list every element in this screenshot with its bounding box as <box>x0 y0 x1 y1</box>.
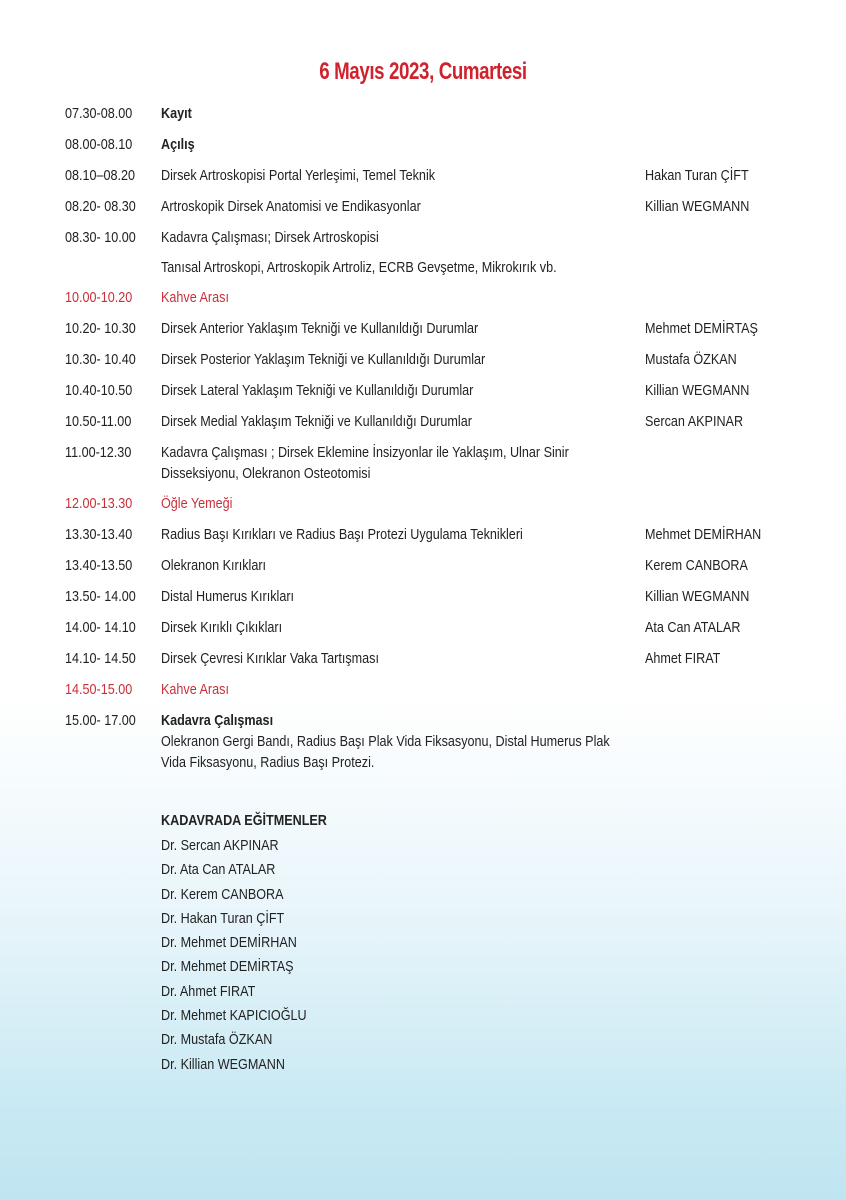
schedule-row <box>65 196 825 218</box>
activity-title: Radius Başı Kırıkları ve Radius Başı Protezi Uygulama Teknikleri <box>161 526 523 543</box>
time-slot: 08.10–08.20 <box>65 167 136 184</box>
trainer-name: Dr. Mehmet DEMİRTAŞ <box>161 958 294 976</box>
schedule-row <box>65 648 825 670</box>
schedule-row <box>65 411 825 433</box>
activity-title: Dirsek Posterior Yaklaşım Tekniği ve Kullanıldığı Durumlar <box>161 351 486 368</box>
time-slot: 10.50-11.00 <box>65 413 132 430</box>
activity-title: Distal Humerus Kırıkları <box>161 588 295 605</box>
activity-title: Dirsek Anterior Yaklaşım Tekniği ve Kullanıldığı Durumlar <box>161 320 479 337</box>
activity-title: Dirsek Çevresi Kırıklar Vaka Tartışması <box>161 650 379 667</box>
trainers-section <box>161 810 359 1077</box>
time-slot: 11.00-12.30 <box>65 444 132 461</box>
trainer-name: Dr. Kerem CANBORA <box>161 885 284 903</box>
trainers-heading: KADAVRADA EĞİTMENLER <box>161 812 327 829</box>
schedule-list <box>65 103 825 782</box>
schedule-row <box>65 227 825 278</box>
activity-title: Kayıt <box>161 105 192 122</box>
activity-title: Dirsek Medial Yaklaşım Tekniği ve Kullanıldığı Durumlar <box>161 413 472 430</box>
speaker-name: Mehmet DEMİRTAŞ <box>645 320 758 337</box>
activity-title: Dirsek Artroskopisi Portal Yerleşimi, Temel Teknik <box>161 167 436 184</box>
trainer-name: Dr. Mehmet DEMİRHAN <box>161 934 297 952</box>
schedule-row <box>65 103 825 125</box>
schedule-row <box>65 524 825 546</box>
time-slot: 10.20- 10.30 <box>65 320 136 337</box>
time-slot: 14.00- 14.10 <box>65 619 136 636</box>
activity-title: Kadavra Çalışması; Dirsek Artroskopisi <box>161 229 379 246</box>
speaker-name: Kerem CANBORA <box>645 557 748 574</box>
trainer-name: Dr. Mustafa ÖZKAN <box>161 1031 273 1049</box>
schedule-row <box>65 134 825 156</box>
time-slot: 14.50-15.00 <box>65 681 133 698</box>
activity-title: Dirsek Kırıklı Çıkıkları <box>161 619 283 636</box>
schedule-row <box>65 165 825 187</box>
trainer-name: Dr. Mehmet KAPICIOĞLU <box>161 1007 307 1025</box>
schedule-row <box>65 349 825 371</box>
activity-title: Dirsek Lateral Yaklaşım Tekniği ve Kullanıldığı Durumlar <box>161 382 474 399</box>
time-slot: 14.10- 14.50 <box>65 650 136 667</box>
activity-detail: Olekranon Gergi Bandı, Radius Başı Plak Vida Fiksasyonu, Distal Humerus Plak Vida Fiksasyonu, Radius Başı Protezi. <box>161 733 610 771</box>
activity-title: Kahve Arası <box>161 681 229 698</box>
speaker-name: Ahmet FIRAT <box>645 650 721 667</box>
trainer-name: Dr. Hakan Turan ÇİFT <box>161 909 285 927</box>
activity-title: Kahve Arası <box>161 289 229 306</box>
speaker-name: Mustafa ÖZKAN <box>645 351 737 368</box>
time-slot: 08.30- 10.00 <box>65 229 136 246</box>
speaker-name: Killian WEGMANN <box>645 198 750 215</box>
schedule-row <box>65 555 825 577</box>
speaker-name: Sercan AKPINAR <box>645 413 744 430</box>
time-slot: 10.40-10.50 <box>65 382 133 399</box>
time-slot: 08.00-08.10 <box>65 136 133 153</box>
time-slot: 08.20- 08.30 <box>65 198 136 215</box>
trainer-name: Dr. Sercan AKPINAR <box>161 837 279 854</box>
schedule-row <box>65 617 825 639</box>
speaker-name: Ata Can ATALAR <box>645 619 741 636</box>
schedule-row <box>65 586 825 608</box>
schedule-row <box>65 318 825 340</box>
schedule-row <box>65 493 825 515</box>
time-slot: 13.40-13.50 <box>65 557 133 574</box>
time-slot: 13.50- 14.00 <box>65 588 136 605</box>
schedule-row <box>65 679 825 701</box>
time-slot: 10.30- 10.40 <box>65 351 136 368</box>
trainer-name: Dr. Ata Can ATALAR <box>161 861 276 879</box>
page-title: 6 Mayıs 2023, Cumartesi <box>319 58 527 85</box>
activity-title: Açılış <box>161 136 195 153</box>
activity-title: Olekranon Kırıkları <box>161 557 267 574</box>
activity-title: Öğle Yemeği <box>161 495 233 512</box>
activity-title: Kadavra Çalışması ; Dirsek Eklemine İnsizyonlar ile Yaklaşım, Ulnar Sinir Disseksiyonu, Olekranon Osteotomisi <box>161 444 569 482</box>
time-slot: 12.00-13.30 <box>65 495 133 512</box>
activity-title: Kadavra Çalışması <box>161 712 274 729</box>
schedule-row <box>65 710 825 773</box>
trainer-name: Dr. Killian WEGMANN <box>161 1055 285 1073</box>
time-slot: 07.30-08.00 <box>65 105 133 122</box>
time-slot: 10.00-10.20 <box>65 289 133 306</box>
schedule-row <box>65 287 825 309</box>
activity-detail: Tanısal Artroskopi, Artroskopik Artroliz, ECRB Gevşetme, Mikrokırık vb. <box>161 259 557 276</box>
speaker-name: Hakan Turan ÇİFT <box>645 167 749 184</box>
speaker-name: Mehmet DEMİRHAN <box>645 526 762 543</box>
time-slot: 15.00- 17.00 <box>65 712 136 729</box>
schedule-row <box>65 380 825 402</box>
trainer-name: Dr. Ahmet FIRAT <box>161 982 256 1000</box>
activity-title: Artroskopik Dirsek Anatomisi ve Endikasyonlar <box>161 198 421 215</box>
speaker-name: Killian WEGMANN <box>645 588 750 605</box>
time-slot: 13.30-13.40 <box>65 526 133 543</box>
speaker-name: Killian WEGMANN <box>645 382 750 399</box>
schedule-row <box>65 442 825 484</box>
